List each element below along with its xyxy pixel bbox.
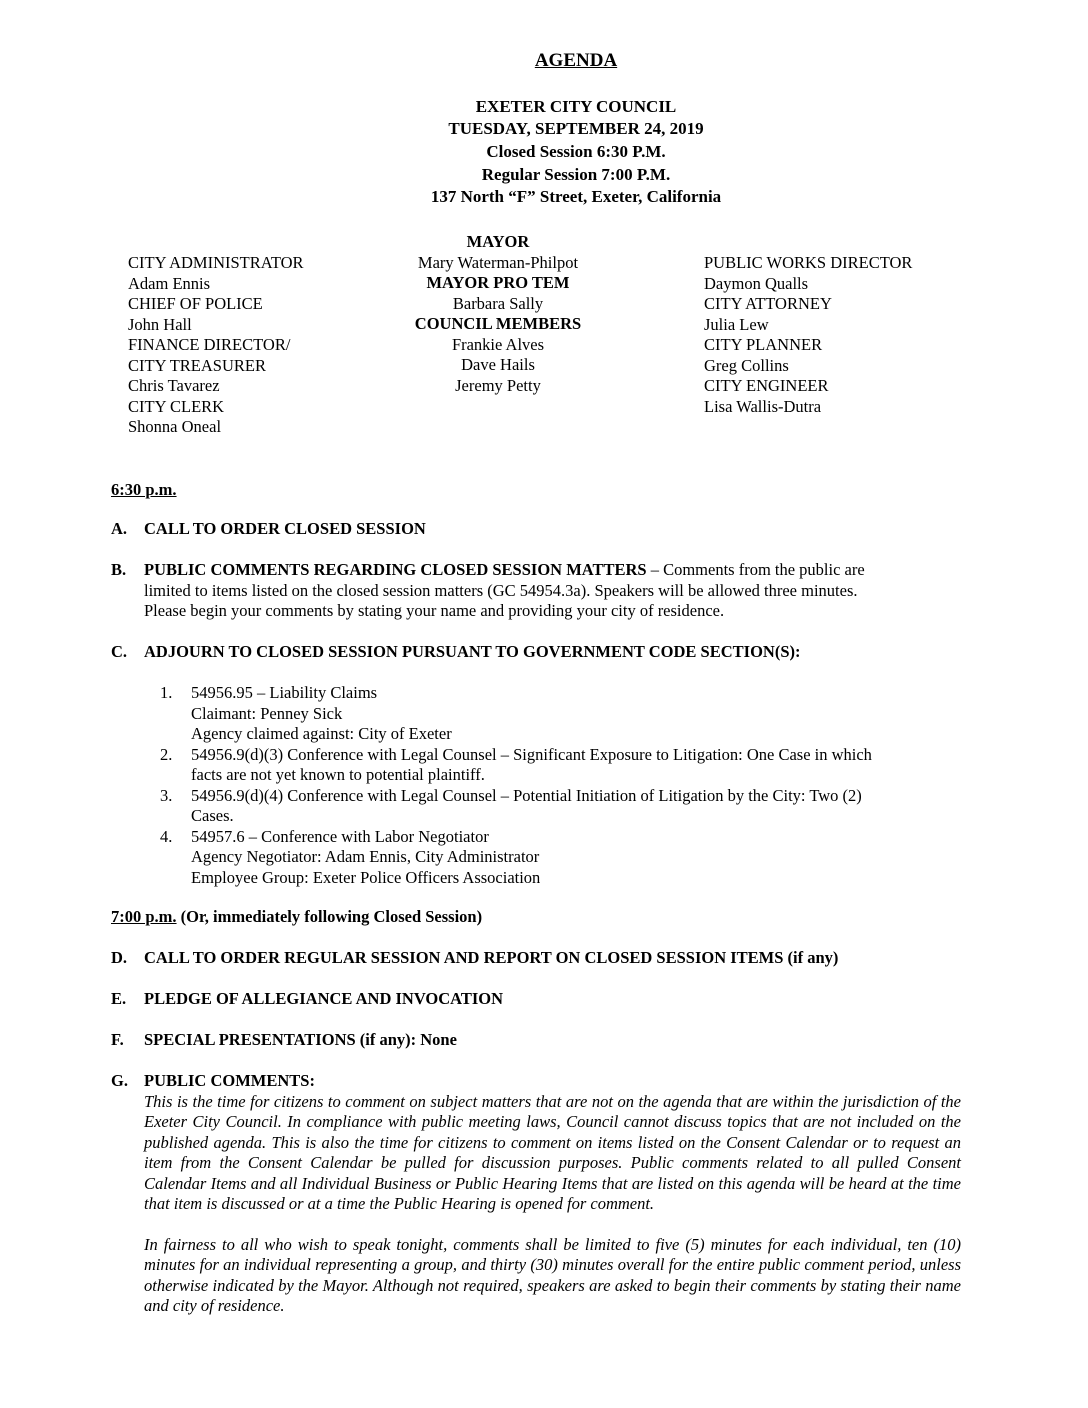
item-text: Please begin your comments by stating your name and providing your city of residence. (144, 601, 725, 620)
officials-right-column (704, 253, 912, 417)
item-heading: CALL TO ORDER CLOSED SESSION (144, 519, 426, 538)
council-name: EXETER CITY COUNCIL (475, 97, 677, 116)
item-letter: B. (111, 560, 127, 579)
item-heading: PUBLIC COMMENTS: (144, 1071, 315, 1090)
official-line: Adam Ennis (128, 273, 211, 293)
list-item: 2. 54956.9(d)(3) Conference with Legal Counsel – Significant Exposure to Litigation: One Case in which facts are not yet known to potential plaintiff. (160, 744, 872, 784)
official-line: Chris Tavarez (128, 376, 220, 395)
official-line: CITY TREASURER (128, 355, 266, 375)
agenda-item-c (111, 642, 961, 663)
closed-session-time: Closed Session 6:30 P.M. (486, 142, 666, 161)
item-letter: E. (111, 989, 127, 1008)
official-line: CITY PLANNER (704, 335, 823, 354)
item-text: limited to items listed on the closed session matters (GC 54954.3a). Speakers will be allowed three minutes. (144, 580, 858, 600)
meeting-date: TUESDAY, SEPTEMBER 24, 2019 (448, 119, 704, 138)
official-line: CHIEF OF POLICE (128, 294, 263, 313)
agenda-item-b (111, 560, 961, 622)
agenda-item-g (111, 1071, 961, 1317)
official-line: CITY ADMINISTRATOR (128, 253, 304, 272)
official-line: Greg Collins (704, 355, 789, 375)
item-heading: PLEDGE OF ALLEGIANCE AND INVOCATION (144, 989, 504, 1008)
item-letter: A. (111, 519, 128, 538)
agenda-item-e (111, 989, 961, 1010)
mayor-heading: MAYOR (466, 232, 530, 251)
council-member: Jeremy Petty (455, 375, 541, 395)
official-line: CITY ATTORNEY (704, 294, 832, 313)
item-letter: C. (111, 642, 128, 661)
closed-session-list (160, 683, 940, 888)
official-line: Daymon Qualls (704, 273, 809, 293)
item-letter: D. (111, 948, 128, 967)
list-item: 3. 54956.9(d)(4) Conference with Legal Counsel – Potential Initiation of Litigation by the City: Two (2) Cases. (160, 785, 862, 825)
agenda-title: AGENDA (534, 50, 618, 71)
regular-session-start-time: 7:00 p.m. (Or, immediately following Closed Session) (111, 907, 483, 926)
council-member: Dave Hails (461, 355, 535, 374)
officials-middle-column (380, 232, 616, 396)
pro-tem-heading: MAYOR PRO TEM (426, 273, 570, 292)
paragraph: In fairness to all who wish to speak tonight, comments shall be limited to five (5) minutes for each individual, ten (10) minutes for an individual representing a group, and thirty (30) minutes overall for the entire public comment period, unless otherwise indicated by the Mayor. Although not required, speakers are asked to begin their comments by stating their name and city of residence. (144, 1234, 961, 1315)
agenda-item-d (111, 948, 961, 969)
official-line: CITY ENGINEER (704, 376, 829, 395)
item-heading: PUBLIC COMMENTS REGARDING CLOSED SESSION MATTERS (144, 560, 647, 579)
council-member: Frankie Alves (451, 334, 545, 354)
item-heading: CALL TO ORDER REGULAR SESSION AND REPORT ON CLOSED SESSION ITEMS (if any) (144, 948, 839, 967)
official-line: Shonna Oneal (128, 417, 222, 436)
mayor-name: Mary Waterman-Philpot (417, 252, 579, 272)
public-comments-text (144, 1092, 961, 1317)
item-text: – Comments from the public are (646, 560, 865, 579)
official-line: CITY CLERK (128, 396, 225, 416)
paragraph: This is the time for citizens to comment on subject matters that are not on the agenda that are within the jurisdiction of the Exeter City Council. In compliance with public meeting laws, Council cannot discuss topics that are not included on the published agenda. This is also the time for citizens to comment on items listed on the Consent Calendar or to request an item from the Consent Calendar be pulled for discussion purposes. Public comments related to all pulled Consent Calendar Items and all Individual Business or Public Hearing Items that are listed on this agenda will be heard at the time that item is discussed or at a time the Public Hearing is opened for comment. (144, 1091, 961, 1213)
regular-session-time: Regular Session 7:00 P.M. (481, 165, 671, 184)
official-line: FINANCE DIRECTOR/ (128, 335, 291, 354)
official-line: PUBLIC WORKS DIRECTOR (704, 253, 913, 272)
officials-left-column (128, 253, 304, 438)
item-heading: SPECIAL PRESENTATIONS (if any): None (144, 1030, 457, 1049)
item-letter: F. (111, 1030, 124, 1049)
official-line: John Hall (128, 314, 192, 334)
list-item: 1. 54956.95 – Liability Claims Claimant: Penney Sick Agency claimed against: City of Exeter (160, 683, 452, 743)
list-item: 4. 54957.6 – Conference with Labor Negotiator Agency Negotiator: Adam Ennis, City Administrator Employee Group: Exeter Police Officers Association (160, 826, 541, 887)
meeting-address: 137 North “F” Street, Exeter, California (430, 187, 722, 206)
pro-tem-name: Barbara Sally (452, 293, 544, 313)
closed-session-start-time: 6:30 p.m. (111, 480, 177, 499)
agenda-item-f (111, 1030, 961, 1051)
council-members-heading: COUNCIL MEMBERS (414, 314, 582, 333)
item-heading: ADJOURN TO CLOSED SESSION PURSUANT TO GOVERNMENT CODE SECTION(S): (144, 642, 801, 661)
official-line: Lisa Wallis-Dutra (704, 396, 822, 416)
item-letter: G. (111, 1071, 128, 1090)
agenda-item-a (111, 519, 961, 540)
official-line: Julia Lew (704, 314, 769, 334)
